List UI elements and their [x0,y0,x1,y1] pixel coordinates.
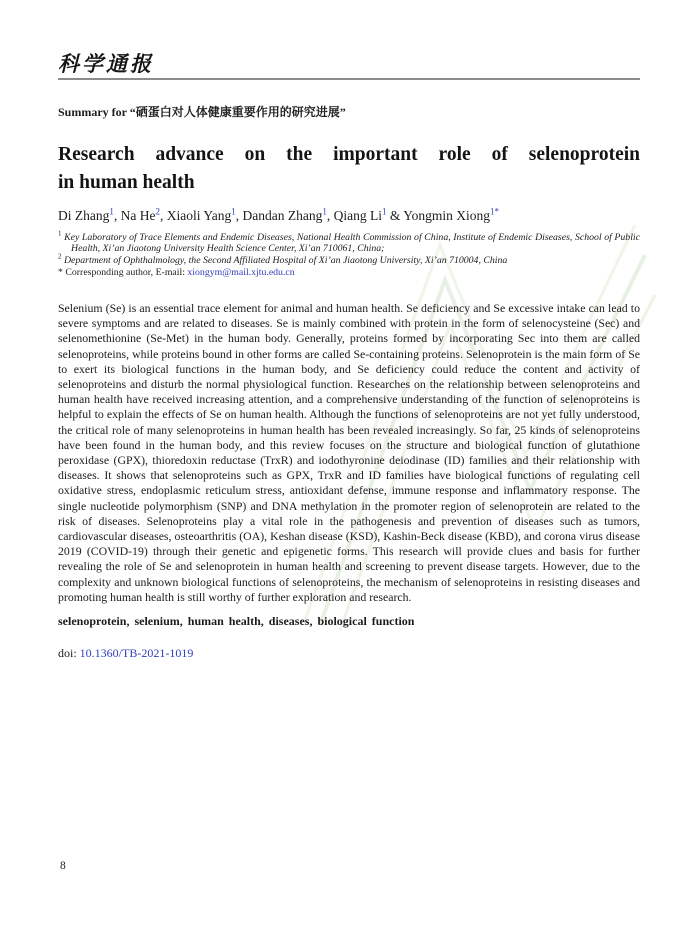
corresponding-label: Corresponding author, E-mail: [62,267,188,278]
author-name: Qiang Li [333,208,382,223]
authors-line [58,207,640,225]
page-number: 8 [60,860,66,872]
author-separator: , [326,208,334,223]
affiliation-number: 2 [58,252,62,261]
affiliation-number: 1 [58,229,62,238]
author-name: Dandan Zhang [242,208,323,223]
author-affiliation-superscript[interactable]: 2 [155,206,160,217]
corresponding-author-line [58,267,640,278]
abstract-text: Selenium (Se) is an essential trace element for animal and human health. Se deficiency and Se excessive intake can lead to severe symptoms and are related to diseases. Se is mainly combined with protein in the form of selenocysteine (Sec) and selenomethionine (Se-Met) in the human body. Generally, proteins formed by incorporating Sec into them are called selenoproteins, while proteins bound in other forms are called Se-containing proteins. Selenoprotein is the main form of Se to exert its biological functions in the human body, and Se deficiency could reduce the content and activity of selenoproteins and disturb the normal physiological function. Researches on the relationship between selenoproteins and human health have received increasing attention, and a comprehensive understanding of the function of selenoproteins is helpful to explain the effects of Se on human health. Although the functions of selenoproteins are not yet fully understood, the critical role of many selenoproteins in human health has been revealed increasingly. So far, 25 kinds of selenoproteins have been found in the human body, and this review focuses on the structure and biological function of glutathione peroxidase (GPX), thioredoxin reductase (TrxR) and iodothyronine deiodinase (ID) families and their relationship with diseases. It shows that selenoproteins such as GPX, TrxR and ID families have biological functions of regulating cell oxidative stress, endoplasmic reticulum stress, antioxidant defense, immune response and inflammatory response. The single nucleotide polymorphism (SNP) and DNA methylation in the promoter region of selenoprotein are related to the risk of diseases. Selenoproteins play a vital role in the pathogenesis and prevention of diseases such as tumors, cardiovascular diseases, osteoarthritis (OA), Keshan disease (KSD), Kashin-Beck disease (KBD), and corona virus disease 2019 (COVID-19) through their genetic and epigenetic forms. This research will provide clues and basis for further revealing the role of Se and selenoprotein in human health and screening to prevent disease targets. However, due to the complexity and unknown biological functions of selenoproteins, the mechanism of selenoproteins in resisting diseases and promoting human health is still worthy of further exploration and research. [58,301,640,604]
author-affiliation-superscript[interactable]: 1 [381,206,387,217]
journal-logo-text: 科学通报 [58,52,154,76]
doi-line [58,646,640,661]
affiliation-text: Key Laboratory of Trace Elements and Endemic Diseases, National Health Commission of China, Institute of Endemic Diseases, School of Public Health, Xi’an Jiaotong University Health Science Center, Xi’an 710061, China; [61,232,640,254]
header-rule [58,78,640,80]
author-separator: & [386,208,404,223]
author-affiliation-superscript[interactable]: 1 [322,206,327,217]
corresponding-marker: * [58,267,63,278]
author-name: Na He [120,208,156,223]
affiliation-item [58,252,640,266]
article-title [58,141,640,196]
summary-prefix: Summary for [58,105,130,119]
doi-label: doi: [58,646,80,661]
author-separator: , [159,208,167,223]
author-name: Xiaoli Yang [166,208,232,223]
corresponding-email-link[interactable]: xiongym@mail.xjtu.edu.cn [187,267,295,278]
author-affiliation-superscript[interactable]: 1* [490,206,500,217]
author-affiliation-superscript[interactable]: 1 [231,206,236,217]
affiliation-list [58,229,640,266]
summary-line [58,105,640,119]
author-affiliation-superscript[interactable]: 1 [109,206,114,217]
article-title-line1: Research advance on the important role of selenoprotein [58,144,640,165]
author-separator: , [235,208,243,223]
author-name: Di Zhang [58,208,110,223]
keywords-line: selenoprotein, selenium, human health, diseases, biological function [58,614,415,629]
article-title-line2: in human health [58,171,195,193]
author-separator: , [113,208,121,223]
affiliation-item [58,229,640,254]
author-name: Yongmin Xiong [403,208,491,223]
affiliation-text: Department of Ophthalmology, the Second Affiliated Hospital of Xi’an Jiaotong University, Xi’an 710004, China [61,255,508,266]
summary-chinese-title: “硒蛋白对人体健康重要作用的研究进展” [129,105,346,119]
affiliations-block [58,229,640,278]
doi-link[interactable]: 10.1360/TB-2021-1019 [79,646,194,661]
